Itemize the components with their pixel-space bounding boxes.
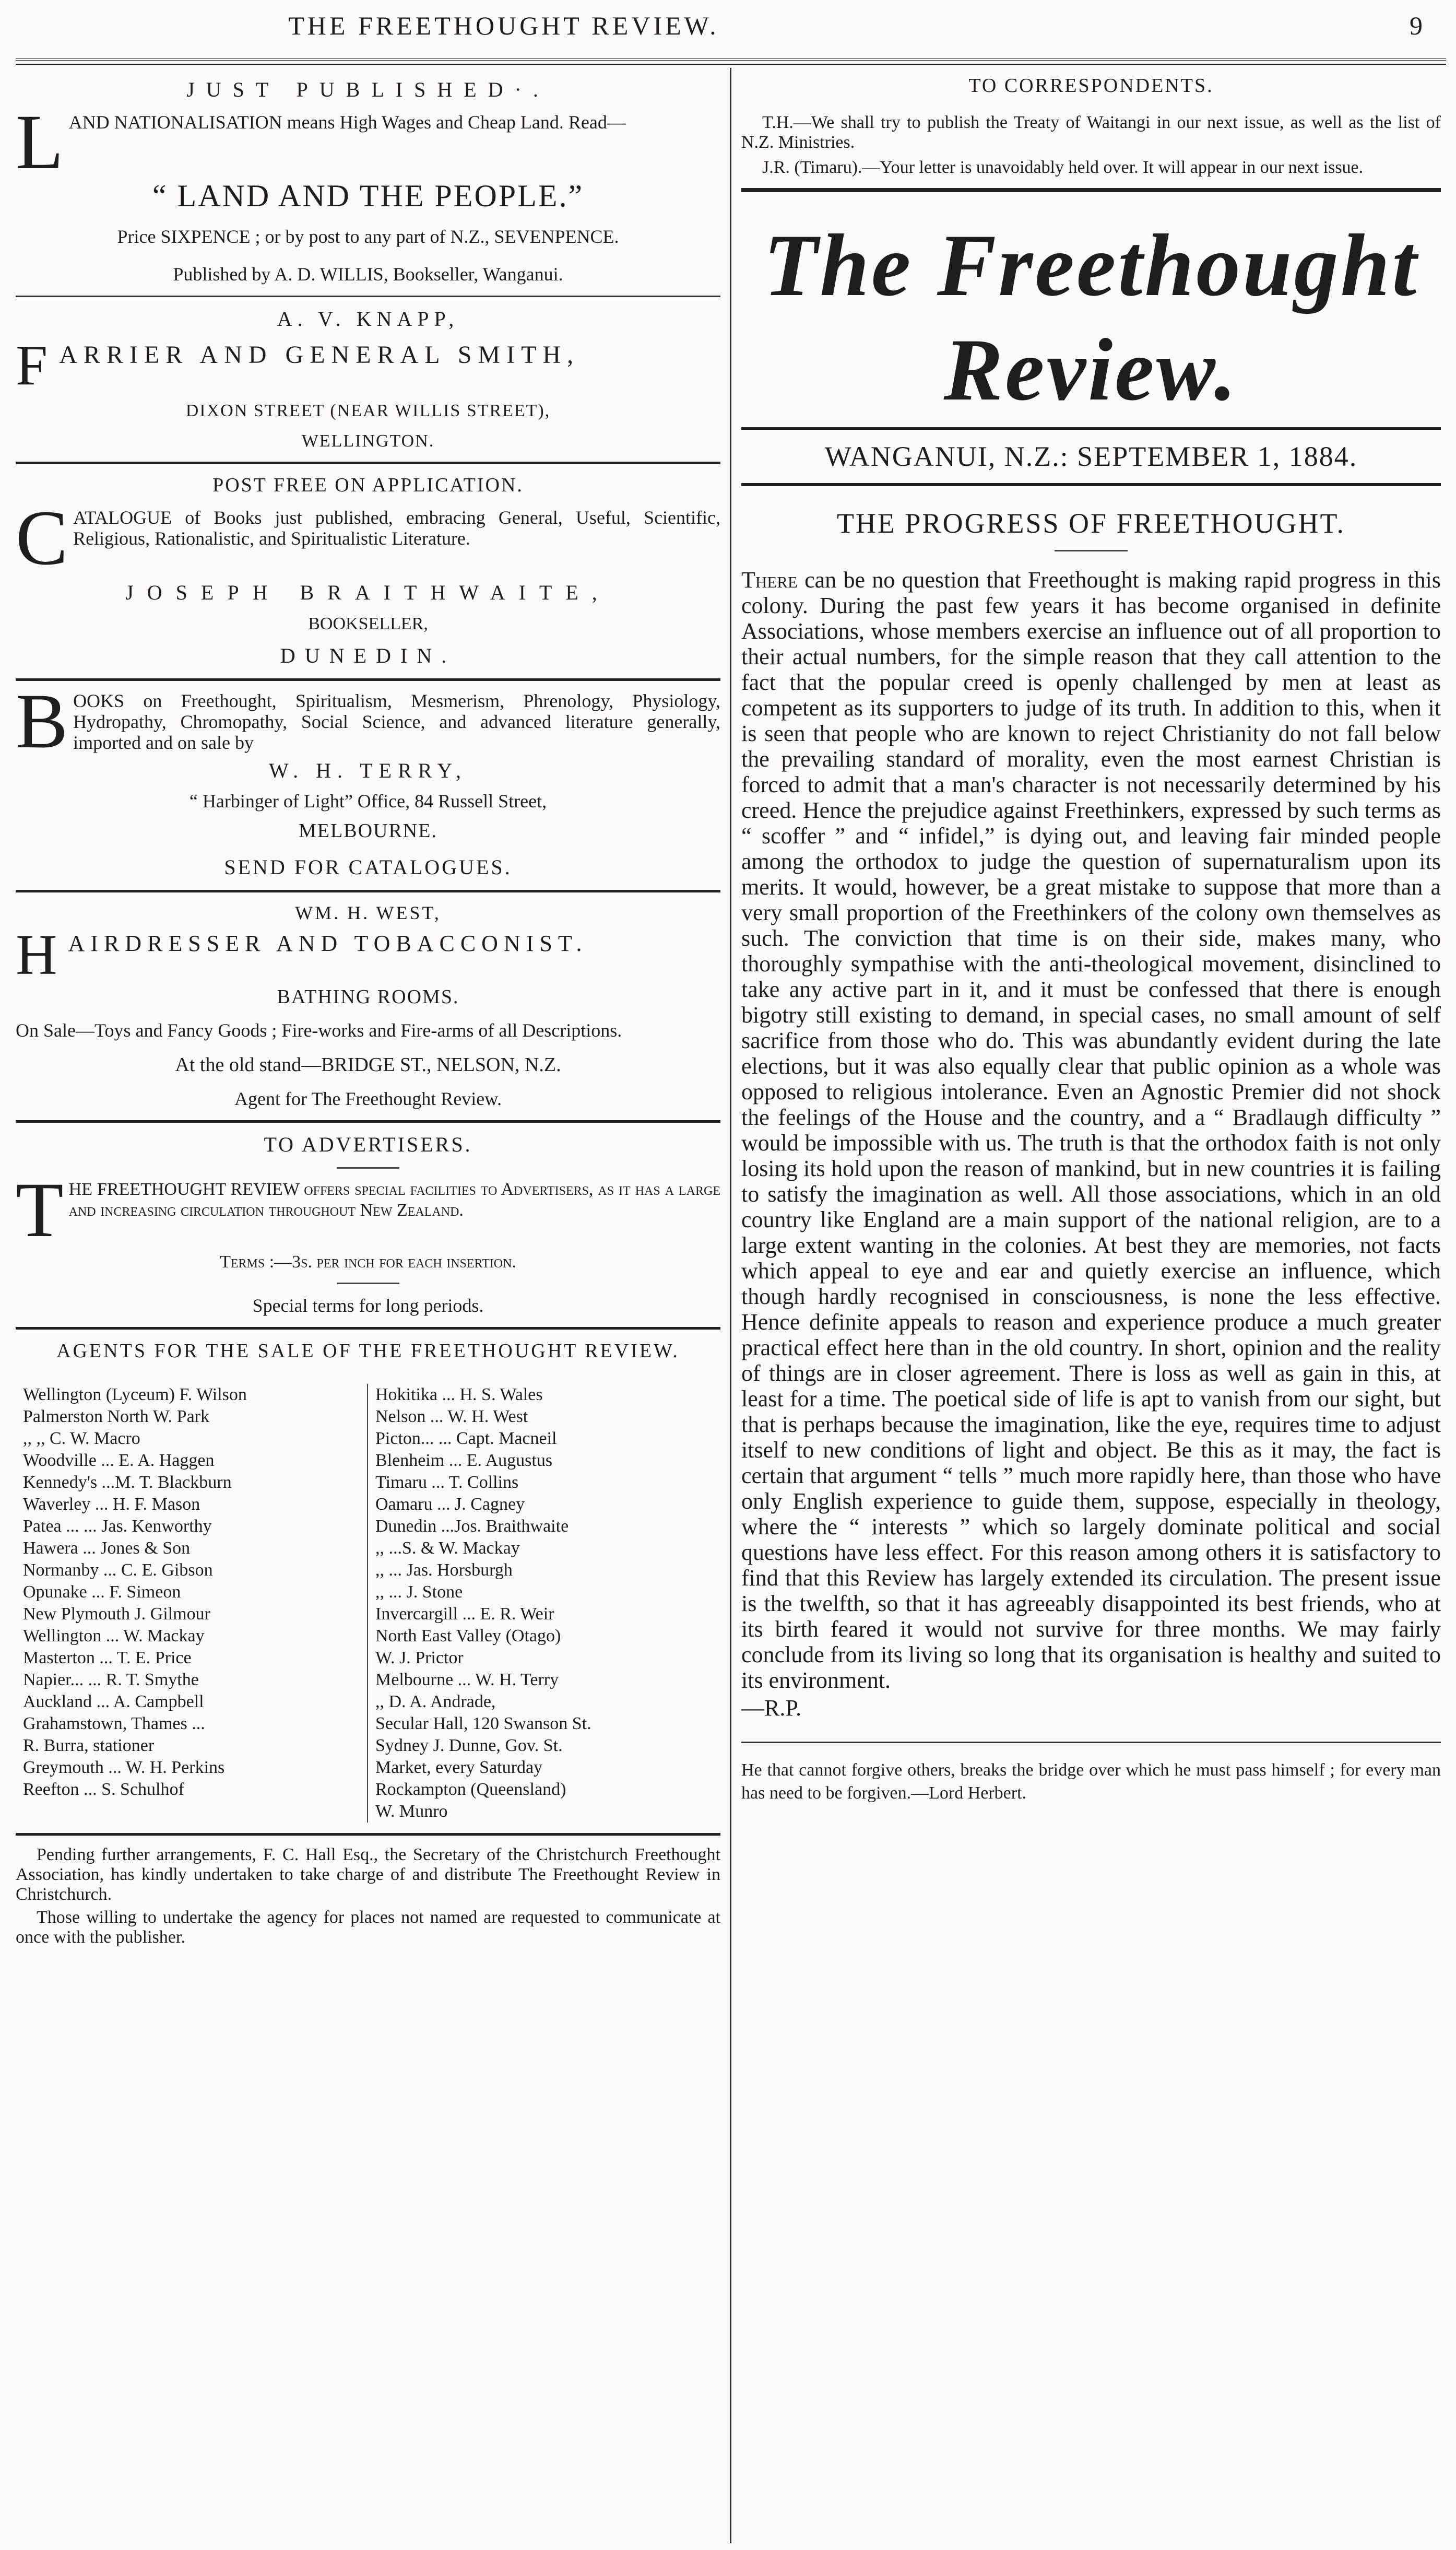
agent-entry: W. J. Prictor xyxy=(375,1648,464,1667)
short-rule xyxy=(1055,550,1128,551)
masthead: The Freethought Review. xyxy=(763,216,1419,419)
agent-entry: Blenheim ... E. Augustus xyxy=(375,1451,553,1470)
note-paragraph: Those willing to undertake the agency for places not named are requested to communicate at once with the publisher. xyxy=(16,1908,720,1947)
ad-stand: At the old stand—BRIDGE ST., NELSON, N.Z. xyxy=(175,1054,561,1076)
ad-footer: SEND FOR CATALOGUES. xyxy=(224,855,512,879)
agent-entry: Nelson ... W. H. West xyxy=(375,1407,528,1426)
agent-entry: North East Valley (Otago) xyxy=(375,1626,561,1646)
right-column xyxy=(741,68,1441,1805)
knapp-ad xyxy=(16,297,720,462)
ad-body: OOKS on Freethought, Spiritualism, Mesmerism, Phrenology, Physiology, Hydropathy, Chromopathy, Social Science, and advanced literature generally, imported and on sale by xyxy=(73,690,720,753)
ad-name: WM. H. WEST, xyxy=(295,902,441,923)
article-lead: There xyxy=(741,567,798,593)
agent-entry: Normanby ... C. E. Gibson xyxy=(23,1560,213,1580)
ad-heading: POST FREE ON APPLICATION. xyxy=(212,474,524,496)
agent-entry: Wellington ... W. Mackay xyxy=(23,1626,205,1646)
agent-entry: ,, ... Jas. Horsburgh xyxy=(375,1560,513,1580)
left-column xyxy=(16,68,720,1958)
agents-right-column xyxy=(368,1384,720,1823)
dropcap: L xyxy=(16,111,64,171)
agent-entry: Invercargill ... E. R. Weir xyxy=(375,1604,554,1624)
agent-entry: Hokitika ... H. S. Wales xyxy=(375,1385,543,1404)
divider xyxy=(741,427,1441,430)
ad-role: BOOKSELLER, xyxy=(308,614,428,633)
page-number: 9 xyxy=(1410,11,1423,40)
land-nationalisation-ad xyxy=(16,68,720,296)
ad-name: A. V. KNAPP, xyxy=(277,307,459,331)
divider xyxy=(741,1742,1441,1743)
agent-entry: ,, ,, C. W. Macro xyxy=(23,1429,140,1448)
agent-entry: Masterton ... T. E. Price xyxy=(23,1648,192,1667)
header-rule xyxy=(16,58,1446,65)
agent-entry: R. Burra, stationer xyxy=(23,1736,155,1755)
agent-entry: Secular Hall, 120 Swanson St. xyxy=(375,1714,591,1733)
agent-entry: Patea ... ... Jas. Kenworthy xyxy=(23,1517,212,1536)
dropcap: B xyxy=(16,690,68,753)
section-heading: TO CORRESPONDENTS. xyxy=(968,75,1214,97)
ad-city: MELBOURNE. xyxy=(299,820,437,842)
agent-entry: Hawera ... Jones & Son xyxy=(23,1538,191,1558)
agent-entry: Oamaru ... J. Cagney xyxy=(375,1495,525,1514)
ad-body: On Sale—Toys and Fancy Goods ; Fire-works and Fire-arms of all Descriptions. xyxy=(16,1020,622,1041)
notice-body: HE FREETHOUGHT REVIEW offers special facilities to Advertisers, as it has a large and increasing circulation throughout New Zealand. xyxy=(68,1180,720,1220)
ad-trade: AIRDRESSER AND TOBACCONIST. xyxy=(68,931,588,956)
section-heading: TO ADVERTISERS. xyxy=(264,1133,472,1156)
agent-entry: Timaru ... T. Collins xyxy=(375,1473,519,1492)
dateline: WANGANUI, N.Z.: SEPTEMBER 1, 1884. xyxy=(824,441,1358,472)
note-paragraph: Pending further arrangements, F. C. Hall Esq., the Secretary of the Christchurch Freethought Association, has kindly undertaken to take charge of and distribute The Freethought Review in Christchurch. xyxy=(16,1845,720,1904)
west-ad xyxy=(16,892,720,1120)
agent-entry: Opunake ... F. Simeon xyxy=(23,1582,181,1602)
agent-entry: W. Munro xyxy=(375,1802,448,1821)
price-line: Price SIXPENCE ; or by post to any part of N.Z., SEVENPENCE. xyxy=(117,226,619,247)
special-terms: Special terms for long periods. xyxy=(252,1295,484,1316)
ad-name: JOSEPH BRAITHWAITE, xyxy=(125,581,611,604)
dropcap: T xyxy=(16,1179,64,1239)
running-head xyxy=(0,4,1456,46)
ad-subtitle: BATHING ROOMS. xyxy=(277,986,459,1008)
closing-quote: He that cannot forgive others, breaks the bridge over which he must pass himself ; for every man has need to be forgiven.—Lord Herbert. xyxy=(741,1760,1441,1803)
book-title: “ LAND AND THE PEOPLE.” xyxy=(152,179,584,213)
agent-entry: ,, D. A. Andrade, xyxy=(375,1692,496,1711)
footer-note xyxy=(16,1836,720,1958)
divider xyxy=(741,483,1441,486)
running-title: THE FREETHOUGHT REVIEW. xyxy=(288,11,719,40)
article-text: can be no question that Freethought is making rapid progress in this colony. During the past few years it has become organised in definite Associations, whose members exercise an influence out of all proportion to their actual numbers, for the simple reason that they call attention to the fact that the popular creed is openly challenged by men at least as competent as its supporters to judge of its truth. In addition to this, when it is seen that people who are known to reject Christianity do not fall below the prevailing standard of morality, even the most earnest Christian is forced to admit that a man's character is not necessarily determined by his creed. Hence the prejudice against Freethinkers, expressed by such terms as “ scoffer ” and “ infidel,” is dying out, and leaving fair minded people among the orthodox to judge the question of supernaturalism upon its merits. It would, however, be a great mistake to suppose that more than a very small proportion of the Freethinkers of the colony own themselves as such. The conviction that time is on their side, makes many, who thoroughly sympathise with the anti-theological movement, disinclined to take any active part in it, and it must be confessed that there is enough bigotry still existing to demand, in special cases, no small amount of self sacrifice from those who do. This was abundantly evident during the late elections, but it was also equally clear that public opinion as a whole was opposed to religious intolerance. Even an Agnostic Premier did not shock the feelings of the House and the country, and a “ Bradlaugh difficulty ” would be impossible with us. The truth is that the orthodox faith is not only losing its hold upon the reason of mankind, but in new countries it is failing to satisfy the imagination as well. All those associations, which in an old country like England are a main support of the national religion, are to a large extent wanting in the colonies. At best they are memories, not facts which appeal to eye and ear and quietly exercise an influence, which though hardly recognised in consciousness, is none the less effective. Hence definite appeals to reason and experience produce a much greater practical effect here than in the old country. In short, opinion and the reality of things are in closer agreement. There is loss as well as gain in this, at least for a time. The poetical side of life is apt to vanish from our sight, but that is perhaps because the imagination, like the eye, requires time to adjust itself to new conditions of light and object. Be this as it may, the fact is certain that argument “ tells ” much more rapidly here, than those who have only English experience to guide them, suppose, especially in theology, where the “ interests ” which so largely dominate political and social questions have less effect. For this reason among others it is satisfactory to find that this Review has largely extended its circulation. The present issue is the twelfth, so that it has agreeably disappointed its best friends, who at its birth feared it would not survive for three months. We may fairly conclude from its living so long that its organisation is healthy and suited to its environment. xyxy=(741,567,1441,1693)
correspondent-note: J.R. (Timaru).—Your letter is unavoidably held over. It will appear in our next issue. xyxy=(762,158,1364,177)
agent-entry: Wellington (Lyceum) F. Wilson xyxy=(23,1385,247,1404)
short-rule xyxy=(337,1167,399,1169)
agent-entry: Waverley ... H. F. Mason xyxy=(23,1495,200,1514)
agent-entry: Auckland ... A. Campbell xyxy=(23,1692,204,1711)
advertisers-notice xyxy=(16,1123,720,1327)
column-divider xyxy=(730,68,731,2543)
terms-line: Terms :—3s. per inch for each insertion. xyxy=(220,1252,516,1272)
ad-body: ATALOGUE of Books just published, embracing General, Useful, Scientific, Religious, Rationalistic, and Spiritualistic Literature. xyxy=(73,507,720,549)
correspondent-note: T.H.—We shall try to publish the Treaty of Waitangi in our next issue, as well as the list of N.Z. Ministries. xyxy=(741,113,1441,152)
ad-name: W. H. TERRY, xyxy=(269,759,467,782)
ad-heading: JUST PUBLISHED·. xyxy=(186,78,550,101)
ad-city: WELLINGTON. xyxy=(301,431,435,451)
agent-entry: Reefton ... S. Schulhof xyxy=(23,1780,184,1799)
article-signature: —R.P. xyxy=(741,1695,801,1721)
agent-entry: Dunedin ...Jos. Braithwaite xyxy=(375,1517,569,1536)
agents-left-column xyxy=(16,1384,368,1823)
short-rule xyxy=(337,1283,399,1284)
ad-trade: ARRIER AND GENERAL SMITH, xyxy=(59,341,580,369)
ad-city: DUNEDIN. xyxy=(280,644,456,667)
article-body xyxy=(741,567,1441,1721)
publisher-line: Published by A. D. WILLIS, Bookseller, Wanganui. xyxy=(173,264,563,285)
terry-ad xyxy=(16,681,720,890)
ad-agent: Agent for The Freethought Review. xyxy=(234,1088,502,1109)
agent-entry: Palmerston North W. Park xyxy=(23,1407,209,1426)
divider xyxy=(741,188,1441,192)
agent-entry: Melbourne ... W. H. Terry xyxy=(375,1670,559,1689)
agent-entry: Napier... ... R. T. Smythe xyxy=(23,1670,199,1689)
braithwaite-ad xyxy=(16,464,720,678)
agent-entry: Greymouth ... W. H. Perkins xyxy=(23,1758,225,1777)
dropcap: F xyxy=(16,339,54,389)
agent-entry: Market, every Saturday xyxy=(375,1758,543,1777)
article-title: THE PROGRESS OF FREETHOUGHT. xyxy=(836,508,1346,539)
dropcap: C xyxy=(16,507,68,567)
agent-entry: ,, ... J. Stone xyxy=(375,1582,463,1602)
ad-body: AND NATIONALISATION means High Wages and Cheap Land. Read— xyxy=(68,112,626,133)
correspondents xyxy=(741,68,1441,188)
ad-office: “ Harbinger of Light” Office, 84 Russell Street, xyxy=(189,791,547,812)
agent-entry: Rockampton (Queensland) xyxy=(375,1780,566,1799)
agent-entry: ,, ...S. & W. Mackay xyxy=(375,1538,520,1558)
dropcap: H xyxy=(16,929,63,978)
agent-entry: Grahamstown, Thames ... xyxy=(23,1714,205,1733)
agent-entry: Kennedy's ...M. T. Blackburn xyxy=(23,1473,232,1492)
agent-entry: Sydney J. Dunne, Gov. St. xyxy=(375,1736,563,1755)
agents-table xyxy=(16,1384,720,1823)
agent-entry: New Plymouth J. Gilmour xyxy=(23,1604,210,1624)
agents-list xyxy=(16,1330,720,1833)
agent-entry: Woodville ... E. A. Haggen xyxy=(23,1451,215,1470)
section-heading: AGENTS FOR THE SALE OF THE FREETHOUGHT REVIEW. xyxy=(56,1340,680,1362)
agent-entry: Picton... ... Capt. Macneil xyxy=(375,1429,557,1448)
ad-address: DIXON STREET (NEAR WILLIS STREET), xyxy=(185,401,551,420)
